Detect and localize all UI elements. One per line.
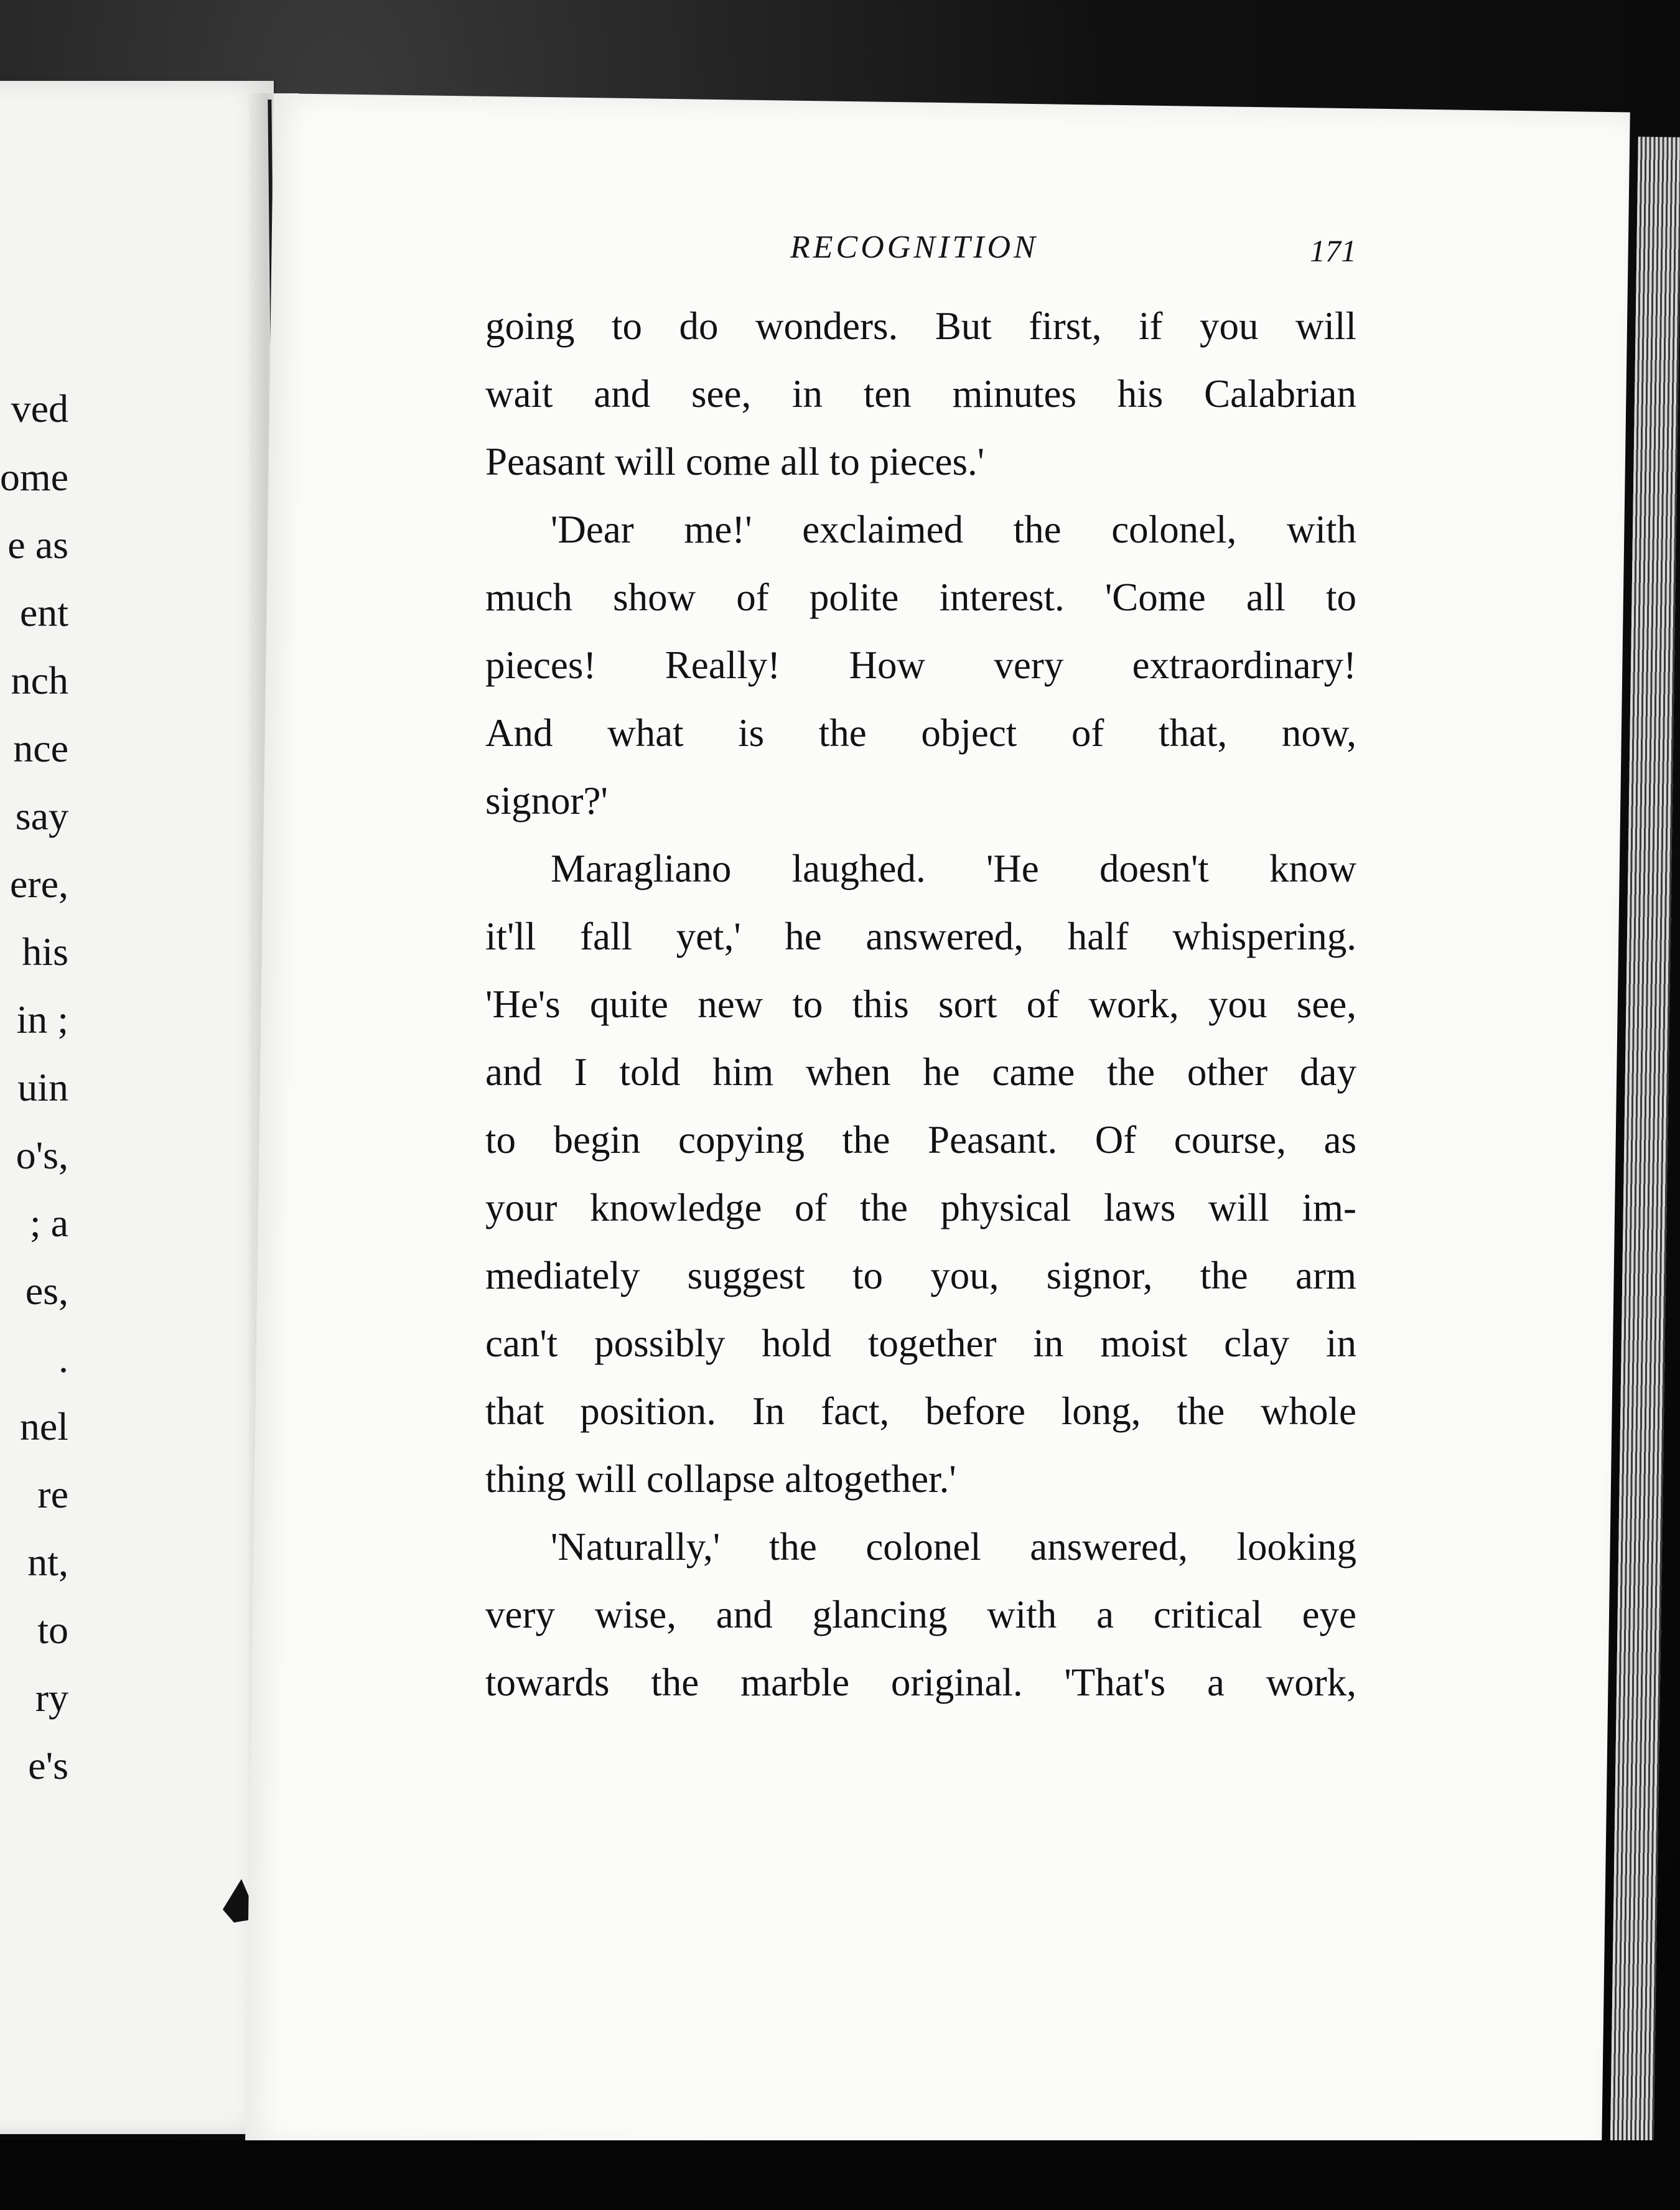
fragment-line: say [15,794,68,838]
text-line: 'Dear me!' exclaimed the colonel, with [551,508,1356,551]
fragment-line: to [37,1608,68,1652]
body-text [485,292,1356,1717]
fragment-line: ; a [29,1201,68,1245]
text-line: can't possibly hold together in moist clay in [485,1322,1356,1365]
text-line: much show of polite interest. 'Come all to [485,576,1356,619]
text-line: thing will collapse altogether.' [485,1457,956,1501]
text-line: pieces! Really! How very extraordinary! [485,643,1356,687]
fragment-line: nch [11,658,68,702]
text-line: wait and see, in ten minutes his Calabrian [485,372,1356,416]
background-bottom [0,2140,1680,2210]
fragment-line: ved [11,386,68,431]
fragment-line: ere, [9,862,68,906]
facing-page-fragments [0,81,68,2134]
fragment-line: es, [25,1269,68,1313]
text-line: And what is the object of that, now, [485,711,1356,755]
text-line: Peasant will come all to pieces.' [485,440,985,483]
text-line: very wise, and glancing with a critical eye [485,1593,1356,1636]
text-line: towards the marble original. 'That's a work, [485,1661,1356,1704]
text-line: it'll fall yet,' he answered, half whispering. [485,915,1356,958]
page-number: 171 [1310,233,1356,268]
fragment-line: . [58,1336,68,1381]
text-line: 'Naturally,' the colonel answered, looking [551,1525,1356,1569]
fragment-line: ry [35,1676,68,1720]
running-head: RECOGNITION [790,230,1038,265]
fragment-line: o's, [16,1133,68,1177]
fragment-line: re [37,1472,68,1516]
text-line: to begin copying the Peasant. Of course, as [485,1118,1356,1162]
page-header [510,229,1356,279]
text-line: that position. In fact, before long, the whole [485,1389,1356,1433]
fragment-line: nel [19,1404,68,1448]
text-line: going to do wonders. But first, if you will [485,304,1356,348]
text-line: mediately suggest to you, signor, the arm [485,1254,1356,1297]
facing-page-left [0,81,276,2134]
fragment-line: ome [0,455,68,499]
fragment-line: e as [7,523,68,567]
fragment-line: uin [17,1065,68,1109]
text-line: and I told him when he came the other day [485,1050,1356,1094]
fragment-line: his [22,930,68,974]
text-line: Maragliano laughed. 'He doesn't know [551,847,1356,890]
text-line: 'He's quite new to this sort of work, you see, [485,982,1356,1026]
fragment-line: ent [19,590,68,635]
text-line: your knowledge of the physical laws will im- [485,1186,1356,1229]
fragment-line: e's [28,1743,68,1788]
text-line: signor?' [485,779,608,823]
fragment-line: in ; [16,997,68,1042]
fragment-line: nt, [27,1540,68,1584]
fragment-line: nce [13,726,68,770]
